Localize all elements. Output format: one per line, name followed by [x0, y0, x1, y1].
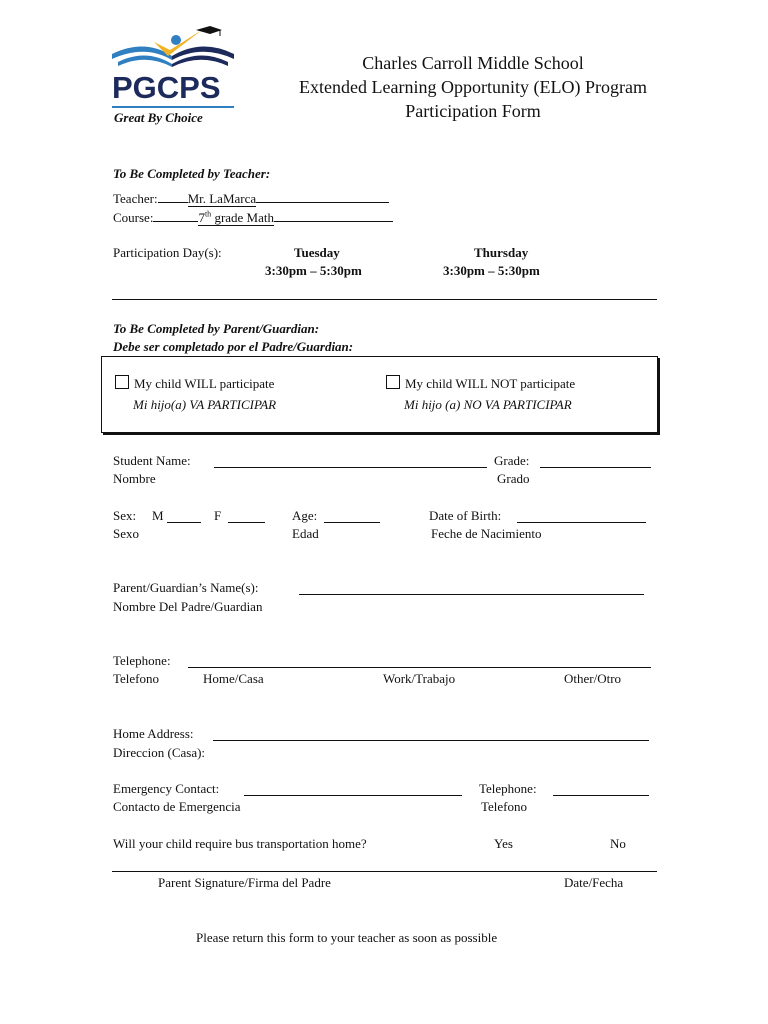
- sex-f-label: F: [214, 508, 222, 523]
- program-name: Extended Learning Opportunity (ELO) Program: [299, 77, 647, 97]
- student-name-field[interactable]: [214, 455, 487, 468]
- logo-rule: [112, 106, 234, 108]
- sex-f-field[interactable]: [228, 510, 265, 523]
- participation-days-label: Participation Day(s):: [113, 245, 222, 260]
- course-row: [113, 209, 393, 226]
- emergency-contact-field[interactable]: [244, 783, 462, 796]
- will-not-participate-es: Mi hijo (a) NO VA PARTICIPAR: [404, 397, 572, 412]
- emergency-contact-label: Emergency Contact:: [113, 781, 220, 796]
- grado-label: Grado: [497, 471, 530, 486]
- logo-emblem-icon: [110, 26, 240, 76]
- dob-field[interactable]: [517, 510, 646, 523]
- age-label: Age:: [292, 508, 318, 523]
- form-name: Participation Form: [405, 101, 541, 121]
- day1-name: Tuesday: [294, 245, 340, 260]
- parent-section-heading-en: To Be Completed by Parent/Guardian:: [113, 321, 320, 336]
- sexo-label: Sexo: [113, 526, 139, 541]
- fecha-nacimiento-label: Feche de Nacimiento: [431, 526, 542, 541]
- will-not-participate-label: My child WILL NOT participate: [405, 376, 576, 391]
- will-participate-es: Mi hijo(a) VA PARTICIPAR: [133, 397, 277, 412]
- pgcps-logo: [110, 26, 240, 130]
- edad-label: Edad: [292, 526, 319, 541]
- will-participate-label: My child WILL participate: [134, 376, 275, 391]
- sex-label: Sex:: [113, 508, 137, 523]
- nombre-label: Nombre: [113, 471, 156, 486]
- home-phone-label: Home/Casa: [203, 671, 264, 686]
- teacher-row: [113, 190, 389, 207]
- will-participate-checkbox[interactable]: [115, 375, 129, 389]
- day1-time: 3:30pm – 5:30pm: [265, 263, 362, 278]
- address-label: Home Address:: [113, 726, 194, 741]
- sex-m-label: M: [152, 508, 164, 523]
- teacher-label: Teacher:: [113, 191, 158, 206]
- return-instructions: Please return this form to your teacher as soon as possible: [196, 930, 498, 945]
- telephone-field[interactable]: [188, 655, 651, 668]
- emergency-telephone-label: Telephone:: [479, 781, 537, 796]
- student-name-label: Student Name:: [113, 453, 191, 468]
- school-name: Charles Carroll Middle School: [362, 53, 584, 73]
- day2-name: Thursday: [474, 245, 529, 260]
- section-divider: [112, 299, 657, 300]
- course-value[interactable]: 7th grade Math: [198, 209, 274, 225]
- logo-tagline: Great By Choice: [114, 110, 203, 125]
- parent-name-field[interactable]: [299, 582, 644, 595]
- other-phone-label: Other/Otro: [564, 671, 622, 686]
- work-phone-label: Work/Trabajo: [383, 671, 456, 686]
- course-label: Course:: [113, 210, 154, 225]
- address-es-label: Direccion (Casa):: [113, 745, 206, 760]
- will-not-participate-checkbox[interactable]: [386, 375, 400, 389]
- telefono-label: Telefono: [113, 671, 160, 686]
- signature-label: Parent Signature/Firma del Padre: [158, 875, 331, 890]
- grade-label: Grade:: [494, 453, 530, 468]
- will-participate-option[interactable]: [115, 375, 274, 392]
- teacher-section-heading: To Be Completed by Teacher:: [113, 166, 271, 181]
- date-label: Date/Fecha: [564, 875, 624, 890]
- will-not-participate-option[interactable]: [386, 375, 575, 392]
- grade-field[interactable]: [540, 455, 651, 468]
- dob-label: Date of Birth:: [429, 508, 502, 523]
- parent-section-heading-es: Debe ser completado por el Padre/Guardian:: [113, 339, 354, 354]
- signature-line[interactable]: [112, 871, 657, 872]
- emergency-contact-es-label: Contacto de Emergencia: [113, 799, 241, 814]
- participation-choice-box: [101, 356, 658, 433]
- emergency-telephone-field[interactable]: [553, 783, 649, 796]
- emergency-telefono-label: Telefono: [481, 799, 528, 814]
- address-field[interactable]: [213, 728, 649, 741]
- parent-name-es-label: Nombre Del Padre/Guardian: [113, 599, 263, 614]
- sex-m-field[interactable]: [167, 510, 201, 523]
- age-field[interactable]: [324, 510, 380, 523]
- telephone-label: Telephone:: [113, 653, 171, 668]
- parent-name-label: Parent/Guardian’s Name(s):: [113, 580, 259, 595]
- teacher-value[interactable]: Mr. LaMarca: [187, 191, 257, 206]
- day2-time: 3:30pm – 5:30pm: [443, 263, 540, 278]
- bus-question: Will your child require bus transportation home?: [113, 836, 367, 851]
- bus-no-option[interactable]: No: [610, 836, 626, 851]
- bus-yes-option[interactable]: Yes: [494, 836, 513, 851]
- logo-text: PGCPS: [112, 70, 221, 105]
